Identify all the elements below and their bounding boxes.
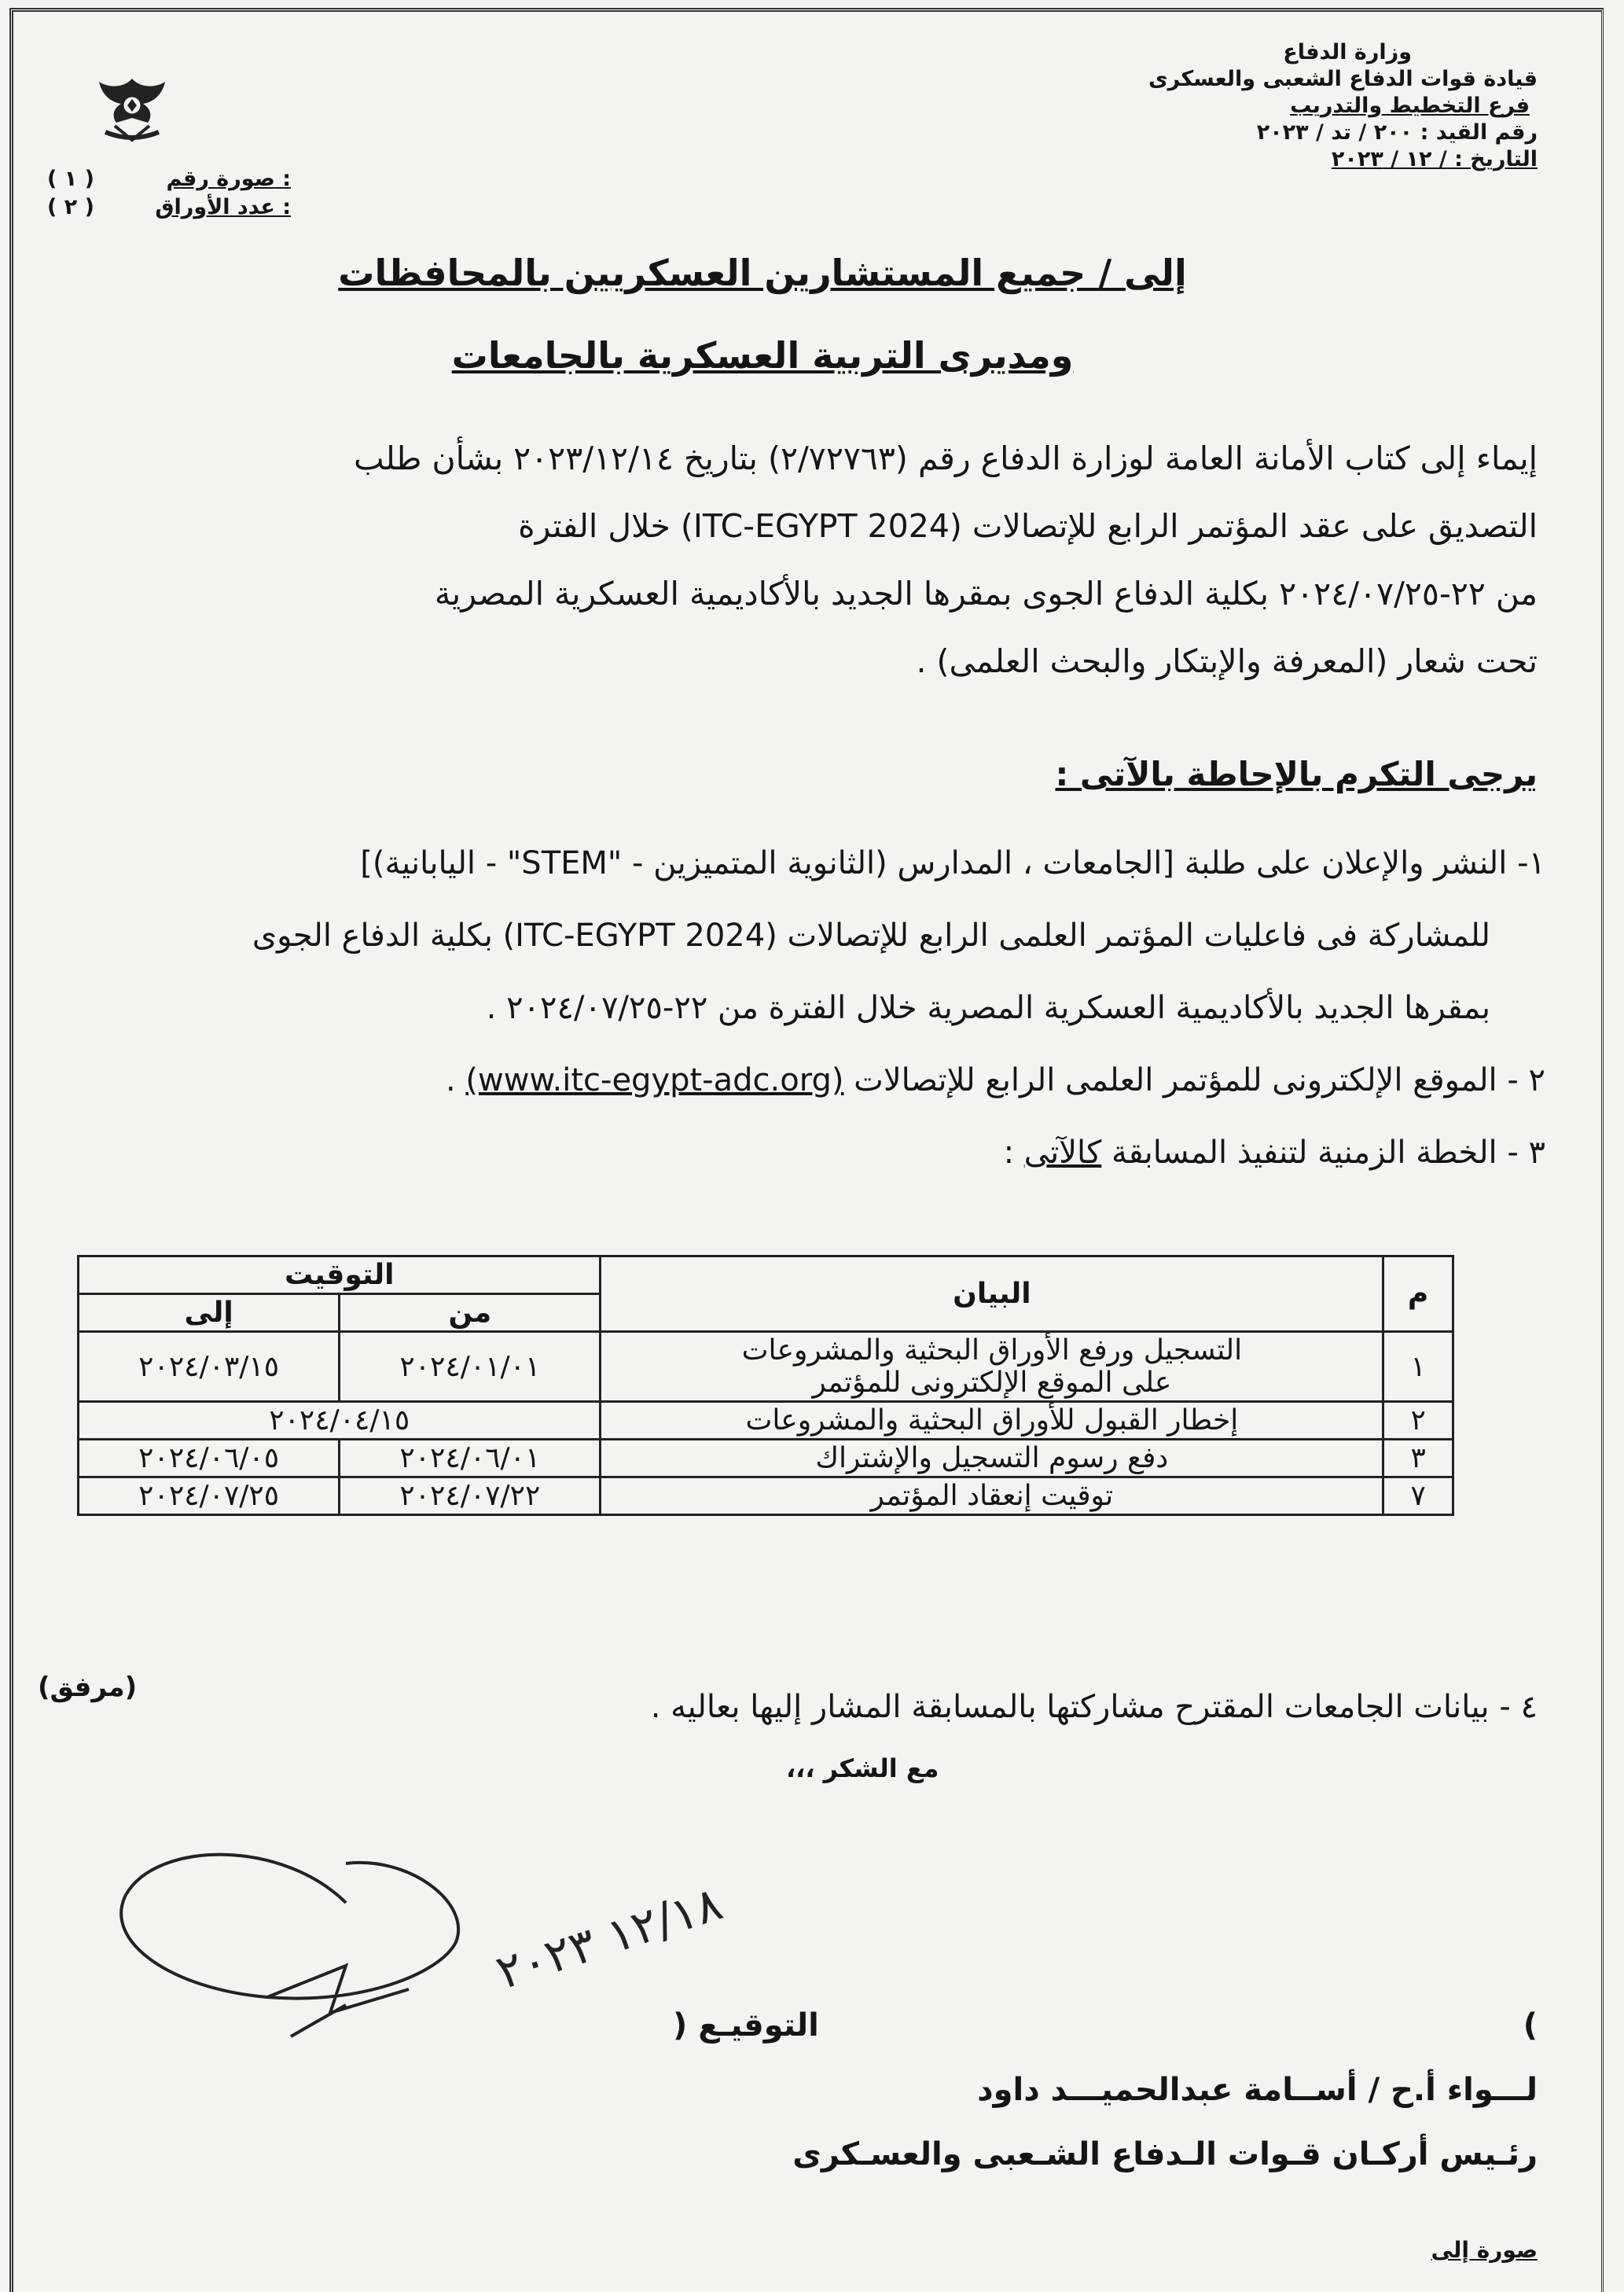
item-4: ٤ - بيانات الجامعات المقترح مشاركتها بالمسابقة المشار إليها بعاليه . bbox=[650, 1689, 1538, 1725]
col-from-header: من bbox=[340, 1294, 601, 1332]
signature-block bbox=[673, 1993, 1538, 2187]
ministry-name: وزارة الدفاع bbox=[1283, 40, 1412, 64]
item-1-line: ١- النشر والإعلان على طلبة [الجامعات ، المدارس (الثانوية المتميزين - "STEM" - اليابانية)] bbox=[360, 845, 1545, 881]
schedule-table bbox=[77, 1255, 1454, 1516]
page-count-row: عدد الأوراق : ( ٢ ) bbox=[47, 195, 291, 219]
addressee-line-1: إلى / جميع المستشارين العسكريين بالمحافظات bbox=[338, 252, 1187, 294]
eagle-emblem-icon bbox=[85, 64, 179, 159]
table-row: ٢ إخطار القبول للأوراق البحثية والمشروعات ٢٠٢٤/٠٤/١٥ bbox=[79, 1402, 1453, 1440]
item-2: ٢ - الموقع الإلكترونى للمؤتمر العلمى الرابع للإتصالات (www.itc-egypt-adc.org) . bbox=[445, 1062, 1545, 1098]
copy-number-row: صورة رقم : ( ١ ) bbox=[47, 167, 291, 191]
item-3: ٣ - الخطة الزمنية لتنفيذ المسابقة كالآتى : bbox=[1003, 1135, 1545, 1171]
numbered-items bbox=[28, 827, 1545, 1189]
col-number-header: م bbox=[1383, 1256, 1453, 1332]
addressee-line-2: ومديرى التربية العسكرية بالجامعات bbox=[451, 334, 1074, 377]
conference-website-link[interactable]: (www.itc-egypt-adc.org) bbox=[465, 1062, 844, 1098]
item-1-line: للمشاركة فى فاعليات المؤتمر العلمى الرابع للإتصالات (ITC-EGYPT 2024) بكلية الدفاع الجوى bbox=[252, 918, 1490, 954]
item-1-line: بمقرها الجديد بالأكاديمية العسكرية المصرية خلال الفترة من ٢٢-٢٠٢٤/٠٧/٢٥ . bbox=[486, 990, 1490, 1026]
closing-thanks: مع الشكر ،،، bbox=[786, 1753, 939, 1783]
body-paragraph bbox=[75, 425, 1538, 695]
signatory-position: رئـيس أركـان قـوات الـدفاع الشـعبى والعسـكرى bbox=[792, 2136, 1538, 2172]
svg-text:١٢/١٨ ٢٠٢٣: ١٢/١٨ ٢٠٢٣ bbox=[490, 1875, 729, 2001]
letterhead bbox=[987, 39, 1538, 173]
table-row: ٧ توقيت إنعقاد المؤتمر ٢٠٢٤/٠٧/٢٢ ٢٠٢٤/٠٧/٢٥ bbox=[79, 1477, 1453, 1515]
body-line: من ٢٢-٢٠٢٤/٠٧/٢٥ بكلية الدفاع الجوى بمقرها الجديد بالأكاديمية العسكرية المصرية bbox=[434, 575, 1538, 613]
branch-name: فرع التخطيط والتدريب bbox=[1290, 94, 1530, 118]
body-line: تحت شعار (المعرفة والإبتكار والبحث العلمى) . bbox=[916, 642, 1538, 680]
copy-info bbox=[47, 165, 291, 222]
table-header-row bbox=[79, 1256, 1453, 1294]
table-row: ١ التسجيل ورفع الأوراق البحثية والمشروعات على الموقع الإلكترونى للمؤتمر ٢٠٢٤/٠١/٠١ ٢٠٢٤/٠٣/١٥ bbox=[79, 1332, 1453, 1402]
request-heading: يرجى التكرم بالإحاطة بالآتى : bbox=[1055, 755, 1538, 793]
col-to-header: إلى bbox=[79, 1294, 340, 1332]
col-description-header: البيان bbox=[601, 1256, 1383, 1332]
body-line: التصديق على عقد المؤتمر الرابع للإتصالات (ITC-EGYPT 2024) خلال الفترة bbox=[518, 507, 1538, 545]
copy-to-label: صورة إلى bbox=[1431, 2237, 1538, 2263]
table-row: ٣ دفع رسوم التسجيل والإشتراك ٢٠٢٤/٠٦/٠١ ٢٠٢٤/٠٦/٠٥ bbox=[79, 1440, 1453, 1477]
signature-row: التوقيـع ( ) bbox=[673, 2007, 1538, 2044]
attachment-note: (مرفق) bbox=[38, 1672, 138, 1703]
command-name: قيادة قوات الدفاع الشعبى والعسكرى bbox=[1148, 67, 1538, 91]
document-date: التاريخ : / ١٢ / ٢٠٢٣ bbox=[1331, 147, 1538, 171]
reference-number: رقم القيد : ٢٠٠ / تد / ٢٠٢٣ bbox=[1256, 120, 1538, 145]
handwritten-signature bbox=[110, 1808, 729, 2068]
signatory-name: لـــواء أ.ح / أســامة عبدالحميـــد داود bbox=[977, 2072, 1538, 2108]
body-line: إيماء إلى كتاب الأمانة العامة لوزارة الدفاع رقم (٢/٧٢٧٦٣) بتاريخ ٢٠٢٣/١٢/١٤ بشأن طلب bbox=[354, 440, 1538, 477]
col-timing-header: التوقيت bbox=[79, 1256, 601, 1294]
